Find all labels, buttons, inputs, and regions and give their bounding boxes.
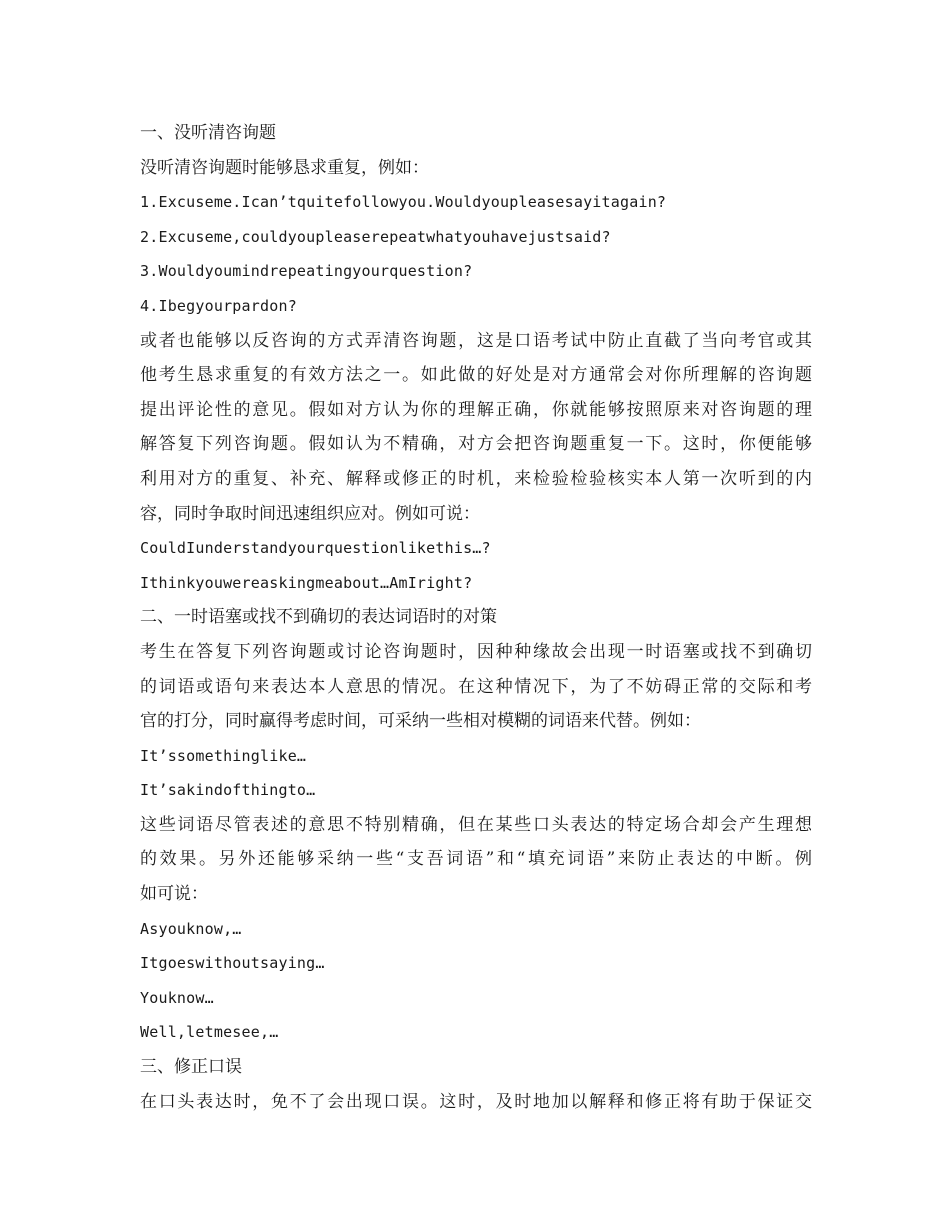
filler-phrase: Well,letmesee,…: [140, 1023, 279, 1042]
paragraph-line: 如可说：: [140, 884, 208, 905]
example-sentence-4: 4.Ibegyourpardon?: [140, 296, 297, 315]
document-page: [140, 116, 812, 1119]
paragraph-line: 官的打分，同时赢得考虑时间，可采纳一些相对模糊的词语来代替。例如：: [140, 711, 701, 732]
paragraph-line: 容，同时争取时间迅速组织应对。例如可说：: [140, 503, 480, 524]
paragraph-line: 考生在答复下列咨询题或讨论咨询题时，因种种缘故会出现一时语塞或找不到确切: [140, 641, 812, 662]
filler-phrase: Youknow…: [140, 988, 214, 1007]
paragraph-line: 利用对方的重复、补充、解释或修正的时机，来检验检验核实本人第一次听到的内: [140, 468, 812, 489]
paragraph-line: 的词语或语句来表达本人意思的情况。在这种情况下，为了不妨碍正常的交际和考: [140, 676, 812, 697]
example-sentence-3: 3.Wouldyoumindrepeatingyourquestion?: [140, 262, 473, 281]
section-heading-3: 三、修正口误: [140, 1057, 242, 1078]
filler-phrase: Itgoeswithoutsaying…: [140, 954, 325, 973]
example-phrase: It’sakindofthingto…: [140, 781, 316, 800]
example-sentence-2: 2.Excuseme,couldyoupleaserepeatwhatyouhavejustsaid?: [140, 227, 611, 246]
paragraph-line: 他考生恳求重复的有效方法之一。如此做的好处是对方通常会对你所理解的咨询题: [140, 365, 812, 386]
section-2-paragraph-2: [140, 808, 812, 912]
example-sentence-1: 1.Excuseme.Ican’tquitefollowyou.Wouldyoupleasesayitagain?: [140, 193, 667, 212]
paragraph-line: 提出评论性的意见。假如对方认为你的理解正确，你就能够按照原来对咨询题的理: [140, 399, 812, 420]
paragraph-line: 在口头表达时，免不了会出现口误。这时，及时地加以解释和修正将有助于保证交: [140, 1091, 812, 1112]
example-phrase: It’ssomethinglike…: [140, 746, 307, 765]
paragraph-line: 这些词语尽管表述的意思不特别精确，但在某些口头表达的特定场合却会产生理想: [140, 814, 812, 835]
paragraph-line: 的效果。另外还能够采纳一些“支吾词语”和“填充词语”来防止表达的中断。例: [140, 849, 812, 870]
example-phrase: Ithinkyouwereaskingmeabout…AmIright?: [140, 573, 473, 592]
section-3-paragraph: [140, 1085, 812, 1120]
section-1-intro: 没听清咨询题时能够恳求重复，例如：: [140, 157, 429, 178]
filler-phrase: Asyouknow,…: [140, 919, 242, 938]
section-1-paragraph: [140, 324, 812, 532]
section-heading-1: 一、没听清咨询题: [140, 123, 276, 143]
paragraph-line: 解答复下列咨询题。假如认为不精确，对方会把咨询题重复一下。这时，你便能够: [140, 434, 812, 455]
example-phrase: CouldIunderstandyourquestionlikethis…?: [140, 539, 491, 558]
section-2-paragraph: [140, 635, 812, 739]
paragraph-line: 或者也能够以反咨询的方式弄清咨询题，这是口语考试中防止直截了当向考官或其: [140, 330, 812, 351]
section-heading-2: 二、一时语塞或找不到确切的表达词语时的对策: [140, 607, 497, 628]
